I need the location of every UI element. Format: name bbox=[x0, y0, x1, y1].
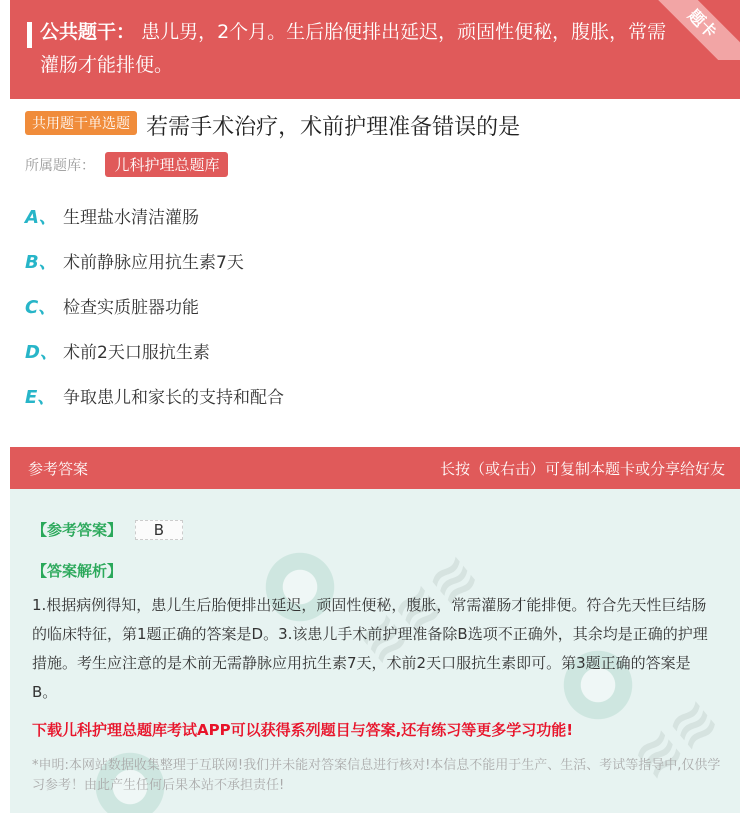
option-a[interactable] bbox=[25, 203, 725, 248]
question-bank-row bbox=[25, 152, 228, 177]
option-c[interactable] bbox=[25, 293, 725, 338]
question-title: 若需手术治疗，术前护理准备错误的是 bbox=[146, 115, 521, 140]
option-list bbox=[25, 203, 725, 428]
option-letter: A、 bbox=[25, 207, 57, 228]
question-type-badge: 共用题干单选题 bbox=[25, 111, 137, 135]
option-b[interactable] bbox=[25, 248, 725, 293]
stem-text: 患儿男，2个月。生后胎便排出延迟，顽固性便秘，腹胀，常需灌肠才能排便。 bbox=[40, 21, 667, 76]
analysis-text: 1.根据病例得知，患儿生后胎便排出延迟，顽固性便秘，腹胀，常需灌肠才能排便。符合先天性巨结肠的临床特征，第1题正确的答案是D。3.该患儿手术前护理准备除B选项不正确外，其余均是正确的护理措施。考生应注意的是术前无需静脉应用抗生素7天，术前2天口服抗生素即可。第3题正确的答案是B。 bbox=[32, 596, 708, 701]
answer-header bbox=[10, 447, 740, 489]
option-letter: D、 bbox=[25, 342, 58, 363]
watermark-text: ≋≋≋ bbox=[345, 540, 491, 677]
stem-accent-bar bbox=[27, 22, 32, 48]
share-hint: 长按（或右击）可复制本题卡或分享给好友 bbox=[439, 459, 725, 478]
stem-label: 公共题干： bbox=[40, 21, 136, 43]
question-header bbox=[25, 110, 725, 141]
option-d[interactable] bbox=[25, 338, 725, 383]
app-promo-link[interactable]: 下载儿科护理总题库考试APP可以获得系列题目与答案,还有练习等更多学习功能! bbox=[32, 721, 574, 739]
option-text: 检查实质脏器功能 bbox=[63, 298, 199, 318]
reference-answer-value[interactable]: B bbox=[135, 520, 183, 540]
analysis-label: 【答案解析】 bbox=[32, 562, 123, 580]
answer-panel bbox=[10, 447, 740, 813]
option-letter: E、 bbox=[25, 387, 56, 408]
option-letter: B、 bbox=[25, 252, 57, 273]
bank-label: 所属题库： bbox=[25, 158, 95, 174]
reference-answer-label: 【参考答案】 bbox=[32, 521, 123, 539]
watermark-text: ≋≋ bbox=[620, 685, 731, 792]
card-corner-label: 题卡 bbox=[650, 0, 740, 60]
option-text: 术前2天口服抗生素 bbox=[63, 343, 210, 363]
card-corner-tag bbox=[650, 0, 740, 60]
option-text: 争取患儿和家长的支持和配合 bbox=[63, 388, 284, 408]
option-letter: C、 bbox=[25, 297, 57, 318]
bank-link[interactable]: 儿科护理总题库 bbox=[105, 152, 228, 177]
disclaimer-text: *申明:本网站数据收集整理于互联网!我们并未能对答案信息进行核对!本信息不能用于生产、生活、考试等指导中,仅供学习参考！由此产生任何后果本站不承担责任! bbox=[32, 758, 721, 793]
reference-answer-row bbox=[32, 519, 183, 540]
option-text: 生理盐水清洁灌肠 bbox=[63, 208, 199, 228]
option-text: 术前静脉应用抗生素7天 bbox=[63, 253, 244, 273]
answer-section-title: 参考答案 bbox=[28, 459, 89, 478]
option-e[interactable] bbox=[25, 383, 725, 428]
question-stem bbox=[10, 0, 740, 99]
